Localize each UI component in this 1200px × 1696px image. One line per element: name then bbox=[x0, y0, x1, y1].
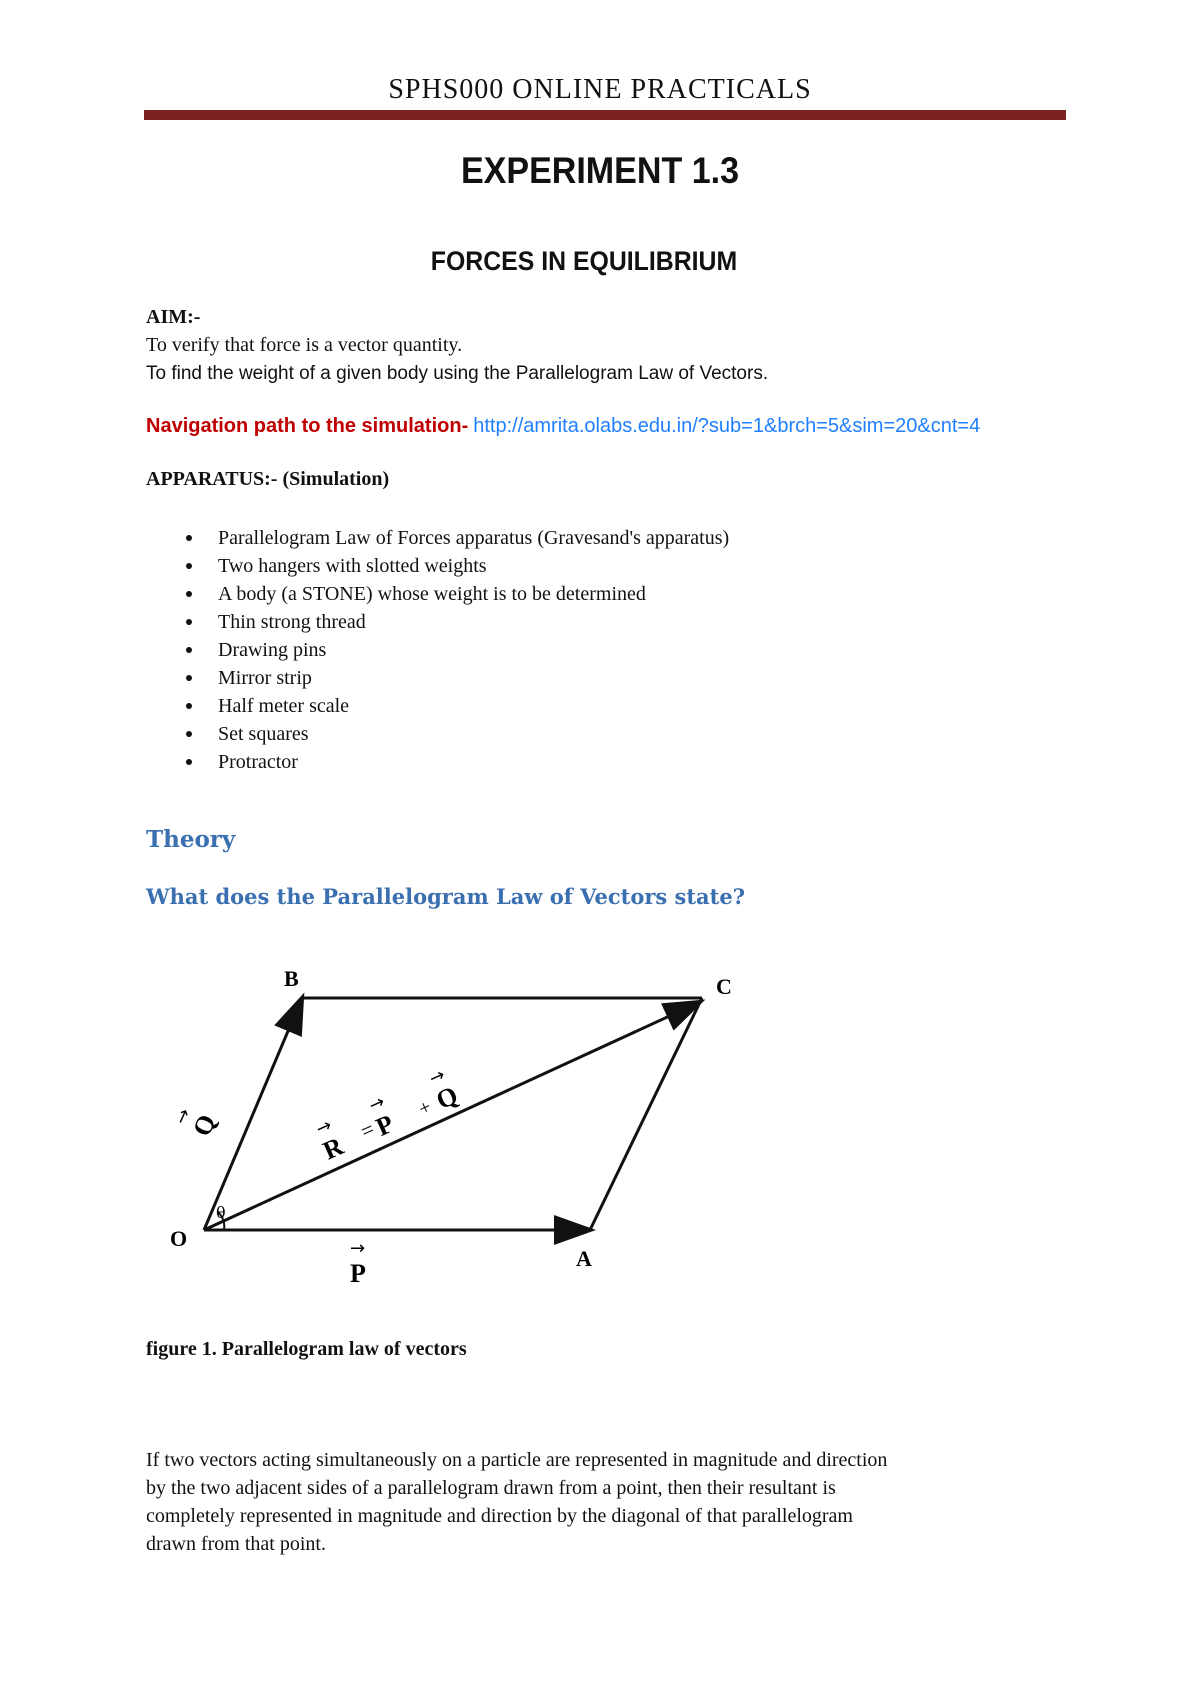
bullet-icon bbox=[186, 731, 192, 737]
list-item: Drawing pins bbox=[146, 636, 729, 664]
vector-arrow-icon: → bbox=[350, 1238, 366, 1259]
experiment-subtitle: FORCES IN EQUILIBRIUM bbox=[430, 246, 738, 276]
simulation-link[interactable]: http://amrita.olabs.edu.in/?sub=1&brch=5&sim=20&cnt=4 bbox=[473, 415, 981, 437]
list-item: Half meter scale bbox=[146, 692, 729, 720]
aim-line-1: To verify that force is a vector quantity. bbox=[146, 334, 463, 356]
side-ac bbox=[590, 998, 702, 1230]
point-label-c: C bbox=[716, 974, 732, 999]
apparatus-label: APPARATUS:- (Simulation) bbox=[146, 468, 390, 490]
point-label-o: O bbox=[170, 1226, 188, 1251]
vector-label-q: Q bbox=[186, 1110, 222, 1141]
side-ob bbox=[204, 998, 302, 1230]
aim-label: AIM:- bbox=[146, 306, 201, 328]
page-header: SPHS000 ONLINE PRACTICALS bbox=[388, 74, 812, 105]
bullet-icon bbox=[186, 647, 192, 653]
point-label-a: A bbox=[576, 1246, 592, 1271]
vector-arrow-icon: → bbox=[426, 1064, 449, 1090]
equals-sign: = bbox=[356, 1115, 379, 1144]
list-item: Set squares bbox=[146, 720, 729, 748]
bullet-icon bbox=[186, 759, 192, 765]
header-rule bbox=[144, 110, 1066, 120]
bullet-icon bbox=[186, 675, 192, 681]
list-item: A body (a STONE) whose weight is to be determined bbox=[146, 580, 729, 608]
plus-sign: + bbox=[415, 1095, 435, 1121]
vector-label-p: P bbox=[350, 1259, 366, 1288]
list-item: Protractor bbox=[146, 748, 729, 776]
navigation-line bbox=[146, 415, 980, 438]
list-item: Thin strong thread bbox=[146, 608, 729, 636]
vector-arrow-icon: → bbox=[312, 1114, 336, 1141]
navigation-label: Navigation path to the simulation- bbox=[146, 415, 469, 437]
bullet-icon bbox=[186, 591, 192, 597]
experiment-title: EXPERIMENT 1.3 bbox=[460, 150, 740, 191]
list-item: Parallelogram Law of Forces apparatus (Gravesand's apparatus) bbox=[146, 524, 729, 552]
parallelogram-figure bbox=[160, 950, 760, 1310]
vector-label-p-sum: P bbox=[371, 1108, 398, 1142]
apparatus-list bbox=[146, 524, 729, 776]
bullet-icon bbox=[186, 563, 192, 569]
paragraph-line: by the two adjacent sides of a parallelogram drawn from a point, then their resultant is bbox=[146, 1477, 836, 1499]
vector-label-r: R bbox=[318, 1131, 348, 1166]
bullet-icon bbox=[186, 535, 192, 541]
bullet-icon bbox=[186, 619, 192, 625]
theory-heading: Theory bbox=[146, 826, 236, 853]
figure-caption: figure 1. Parallelogram law of vectors bbox=[146, 1338, 467, 1360]
theory-paragraph bbox=[146, 1446, 1076, 1558]
vector-arrow-icon: → bbox=[365, 1091, 389, 1117]
parallelogram-diagram bbox=[160, 950, 760, 1310]
vector-label-q-sum: Q bbox=[431, 1080, 463, 1116]
bullet-icon bbox=[186, 703, 192, 709]
list-item: Mirror strip bbox=[146, 664, 729, 692]
aim-line-2: To find the weight of a given body using the Parallelogram Law of Vectors. bbox=[146, 363, 769, 384]
paragraph-line: If two vectors acting simultaneously on a particle are represented in magnitude and direction bbox=[146, 1449, 888, 1471]
paragraph-line: completely represented in magnitude and direction by the diagonal of that parallelogram bbox=[146, 1505, 853, 1527]
paragraph-line: drawn from that point. bbox=[146, 1533, 326, 1555]
diagonal-oc bbox=[204, 1002, 700, 1230]
list-item: Two hangers with slotted weights bbox=[146, 552, 729, 580]
angle-label: θ bbox=[216, 1203, 226, 1222]
vector-arrow-icon: → bbox=[170, 1105, 196, 1128]
theory-question: What does the Parallelogram Law of Vectors state? bbox=[146, 884, 746, 909]
point-label-b: B bbox=[284, 966, 299, 991]
